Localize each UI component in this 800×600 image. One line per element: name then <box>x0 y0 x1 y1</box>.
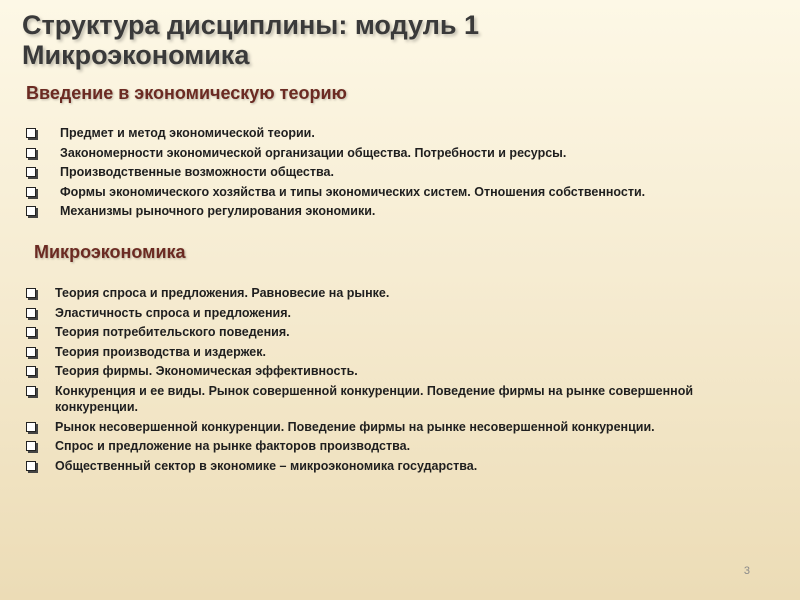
checkbox-bullet-icon <box>26 461 36 471</box>
checkbox-bullet-icon <box>26 386 36 396</box>
list-item <box>24 145 794 161</box>
list-item <box>24 383 744 415</box>
list-item <box>24 164 794 180</box>
list-item-text: Теория потребительского поведения. <box>55 325 290 340</box>
checkbox-bullet-icon <box>26 422 36 432</box>
checkbox-bullet-icon <box>26 308 36 318</box>
checkbox-bullet-icon <box>26 128 36 138</box>
checkbox-bullet-icon <box>26 366 36 376</box>
list-item-text: Спрос и предложение на рынке факторов производства. <box>55 439 411 454</box>
slide-title <box>22 10 479 70</box>
list-item-text: Производственные возможности общества. <box>60 165 334 180</box>
list-item-text: Рынок несовершенной конкуренции. Поведение фирмы на рынке несовершенной конкуренции. <box>55 419 655 434</box>
list-item-text: Закономерности экономической организации общества. Потребности и ресурсы. <box>60 145 567 160</box>
list-item-text: Эластичность спроса и предложения. <box>55 305 292 320</box>
list-item <box>24 305 744 321</box>
checkbox-bullet-icon <box>26 327 36 337</box>
page-number: 3 <box>743 565 750 577</box>
checkbox-bullet-icon <box>26 288 36 298</box>
title-line-2: Микроэкономика <box>22 40 250 70</box>
list-item <box>24 344 744 360</box>
micro-bullet-list <box>24 285 744 477</box>
list-item-text: Теория производства и издержек. <box>55 344 266 359</box>
list-item-text: Механизмы рыночного регулирования экономики. <box>60 204 376 219</box>
checkbox-bullet-icon <box>26 206 36 216</box>
section-heading-micro: Микроэкономика <box>34 242 186 262</box>
section-heading-intro: Введение в экономическую теорию <box>26 83 347 103</box>
checkbox-bullet-icon <box>26 441 36 451</box>
checkbox-bullet-icon <box>26 347 36 357</box>
list-item <box>24 324 744 340</box>
list-item <box>24 419 744 435</box>
list-item-text: Теория спроса и предложения. Равновесие на рынке. <box>55 286 390 300</box>
checkbox-bullet-icon <box>26 187 36 197</box>
list-item-text: Общественный сектор в экономике – микроэкономика государства. <box>55 458 478 473</box>
list-item <box>24 438 744 454</box>
intro-bullet-list <box>24 125 794 223</box>
list-item <box>24 363 744 379</box>
list-item <box>24 184 794 200</box>
list-item-text: Теория фирмы. Экономическая эффективность. <box>55 364 358 379</box>
list-item <box>24 458 744 474</box>
list-item-text: Предмет и метод экономической теории. <box>60 126 315 140</box>
list-item <box>24 125 794 141</box>
title-line-1: Структура дисциплины: модуль 1 <box>22 10 479 40</box>
list-item <box>24 285 744 301</box>
list-item-text: Формы экономического хозяйства и типы экономических систем. Отношения собственности. <box>60 184 646 199</box>
list-item <box>24 203 794 219</box>
list-item-text: Конкуренция и ее виды. Рынок совершенной конкуренции. Поведение фирмы на рынке совершенной конкуренции. <box>55 383 694 414</box>
checkbox-bullet-icon <box>26 167 36 177</box>
checkbox-bullet-icon <box>26 148 36 158</box>
